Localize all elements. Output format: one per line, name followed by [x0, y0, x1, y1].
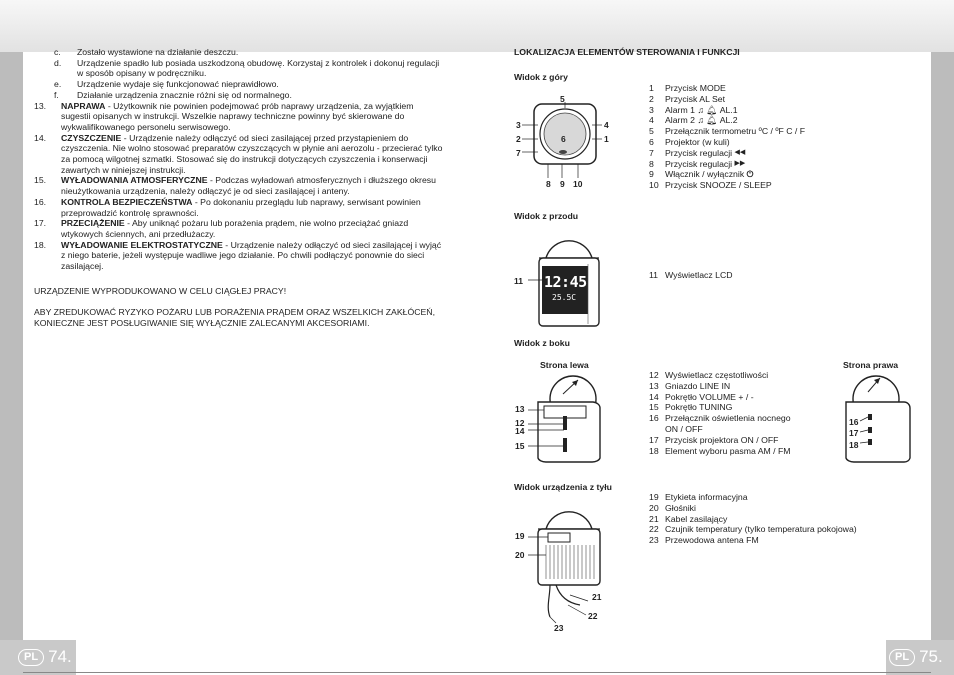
list-item: 5 Przełącznik termometru ºC / ºF C / F	[649, 126, 806, 137]
list-item: ON / OFF	[665, 423, 703, 434]
list-item: 19 Etykieta informacyjna	[649, 492, 748, 502]
label-2: 2	[516, 134, 521, 144]
list-item: 17 Przycisk projektora ON / OFF	[649, 434, 779, 445]
label-16: 16	[849, 417, 859, 427]
list-item: 16 Przełącznik oświetlenia nocnego	[649, 413, 791, 424]
list-item: 8 Przycisk regulacji ▶▶	[649, 158, 746, 169]
list-item: 4 Alarm 2 ♫ 🔔︎ AL.2	[649, 115, 738, 126]
list-item: 15 Pokrętło TUNING	[649, 402, 733, 413]
list-item: 18 Element wyboru pasma AM / FM	[649, 445, 791, 456]
power-icon: ⏻	[746, 169, 754, 180]
list-item: 3 Alarm 1 ♫ 🔔︎ AL.1	[649, 104, 738, 115]
sub-item-f: f. Działanie urządzenia znacznie różni się od normalnego.	[54, 89, 292, 100]
accessories-warning: ABY ZREDUKOWAĆ RYZYKO POŻARU LUB PORAŻENIA PRĄDEM ORAZ WSZELKICH ZAKŁÓCEŃ, KONIECZNE JEST POSŁUGIWANIE SIĘ WYŁĄCZNIE ZALECANYMI AKCESORIAMI.	[34, 307, 435, 329]
side-view-title: Widok z boku	[514, 338, 570, 348]
label-21: 21	[592, 592, 602, 602]
label-3: 3	[516, 120, 521, 130]
label-14: 14	[515, 426, 525, 436]
list-item: 10 Przycisk SNOOZE / SLEEP	[649, 180, 772, 191]
list-item: 23 Przewodowa antena FM	[649, 535, 759, 546]
page-number: 75.	[919, 647, 943, 666]
label-4: 4	[604, 120, 609, 130]
list-item: 9 Włącznik / wyłącznik ⏻	[649, 169, 754, 180]
list-item: 20 Głośniki	[649, 502, 696, 513]
label-19: 19	[515, 531, 525, 541]
label-11: 11	[514, 276, 523, 286]
label-1: 1	[604, 134, 609, 144]
music-note-icon: ♫	[697, 115, 704, 126]
lcd-temperature: 25.5C	[552, 293, 577, 302]
header-band	[0, 0, 954, 52]
sub-item-e: e. Urządzenie wydaje się funkcjonować nieprawidłowo.	[54, 79, 279, 90]
label-23: 23	[554, 623, 564, 633]
label-7: 7	[516, 148, 521, 158]
list-item: 13 Gniazdo LINE IN	[649, 380, 731, 391]
music-note-icon: ♫	[697, 104, 704, 115]
right-margin-strip	[931, 52, 954, 675]
list-item: 7 Przycisk regulacji ◀◀	[649, 147, 746, 158]
sub-item-d: d. Urządzenie spadło lub posiada uszkodzoną obudowę. Korzystaj z kontrolek i dokonuj regulacji w sposób opisany w podręczniku.	[54, 57, 440, 79]
list-item: 21 Kabel zasilający	[649, 513, 728, 524]
bell-icon: 🔔︎	[706, 115, 718, 126]
page-number: 74.	[48, 647, 72, 666]
front-view-title: Widok z przodu	[514, 211, 579, 221]
side-view-list	[649, 370, 791, 456]
left-margin-strip	[0, 52, 23, 675]
label-22: 22	[588, 611, 598, 621]
list-item: 6 Projektor (w kuli)	[649, 136, 730, 147]
sub-item-c: c. Zostało wystawione na działanie deszczu.	[54, 47, 239, 57]
list-item: 12 Wyświetlacz częstotliwości	[649, 370, 769, 380]
item-13: 13. NAPRAWA - Użytkownik nie powinien podejmować prób naprawy urządzenia, za wyjątkiem sugestii opisanych w instrukcji. Wszelkie naprawy techniczne powinny być skierowane do wykwalifikowanego personelu serwisowego.	[34, 100, 414, 132]
page-number-left	[18, 647, 72, 667]
item-16: 16. KONTROLA BEZPIECZEŃSTWA - Po dokonaniu przeglądu lub naprawy, serwisant powinien przeprowadzić kontrolę sprawności.	[34, 196, 421, 218]
label-8: 8	[546, 179, 551, 189]
back-view-diagram	[528, 497, 638, 637]
bell-icon: 🔔︎	[706, 104, 718, 115]
label-17: 17	[849, 428, 859, 438]
left-text-column	[34, 47, 444, 329]
label-20: 20	[515, 550, 525, 560]
continuous-operation-note: URZĄDZENIE WYPRODUKOWANO W CELU CIĄGŁEJ PRACY!	[34, 285, 287, 296]
language-badge: PL	[18, 649, 44, 666]
item-17: 17. PRZECIĄŻENIE - Aby uniknąć pożaru lub porażenia prądem, nie wolno przeciążać gniazd wtykowych ściennych, ani przedłużaczy.	[34, 218, 409, 239]
item-14: 14. CZYSZCZENIE - Urządzenie należy odłączyć od sieci zasilającej przed przystąpieniem do czyszczenia. Nie wolno stosować preparatów czyszczących w płynie ani aerozolu - przecierać tylko za pomocą wilgotnej szmatki. Stosować się do instrukcji dotyczących czyszczenia i konserwacji zawartych w niniejszej instrukcji.	[34, 132, 443, 175]
label-12: 12	[515, 418, 525, 428]
lcd-time: 12:45	[544, 273, 587, 291]
label-10: 10	[573, 179, 583, 189]
list-item: 1 Przycisk MODE	[649, 83, 726, 93]
right-side-title: Strona prawa	[843, 360, 899, 370]
left-side-diagram	[528, 372, 638, 466]
label-18: 18	[849, 440, 859, 450]
back-view-list	[649, 492, 857, 546]
front-view-list	[649, 270, 733, 281]
rewind-icon: ◀◀	[734, 148, 746, 156]
back-view-title: Widok urządzenia z tyłu	[514, 482, 612, 492]
list-item: 22 Czujnik temperatury (tylko temperatura pokojowa)	[649, 524, 857, 535]
page-number-right	[889, 647, 943, 667]
label-13: 13	[515, 404, 525, 414]
bottom-rule	[23, 672, 931, 673]
label-5: 5	[560, 94, 565, 104]
item-18: 18. WYŁADOWANIE ELEKTROSTATYCZNE - Urządzenie należy odłączyć od sieci zasilającej i wyjąć z niego baterie, jeżeli występuje wadliwe jego działanie. Po chwili podłączyć ponownie do sieci zasilającej.	[34, 239, 442, 272]
list-item: 11 Wyświetlacz LCD	[649, 270, 733, 280]
top-view-list	[649, 83, 805, 191]
section-heading: LOKALIZACJA ELEMENTÓW STEROWANIA I FUNKCJI	[514, 47, 740, 57]
list-item: 2 Przycisk AL Set	[649, 93, 726, 104]
left-side-title: Strona lewa	[540, 360, 589, 370]
language-badge: PL	[889, 649, 915, 666]
label-15: 15	[515, 441, 525, 451]
top-view-title: Widok z góry	[514, 72, 568, 82]
list-item: 14 Pokrętło VOLUME + / -	[649, 391, 754, 402]
label-6: 6	[561, 134, 566, 144]
item-15: 15. WYŁADOWANIA ATMOSFERYCZNE - Podczas wyładowań atmosferycznych i dłuższego okresu nieużytkowania urządzenia, należy odłączyć je od sieci zasilającej i anteny.	[34, 175, 436, 197]
fast-forward-icon: ▶▶	[734, 159, 746, 167]
label-9: 9	[560, 179, 565, 189]
